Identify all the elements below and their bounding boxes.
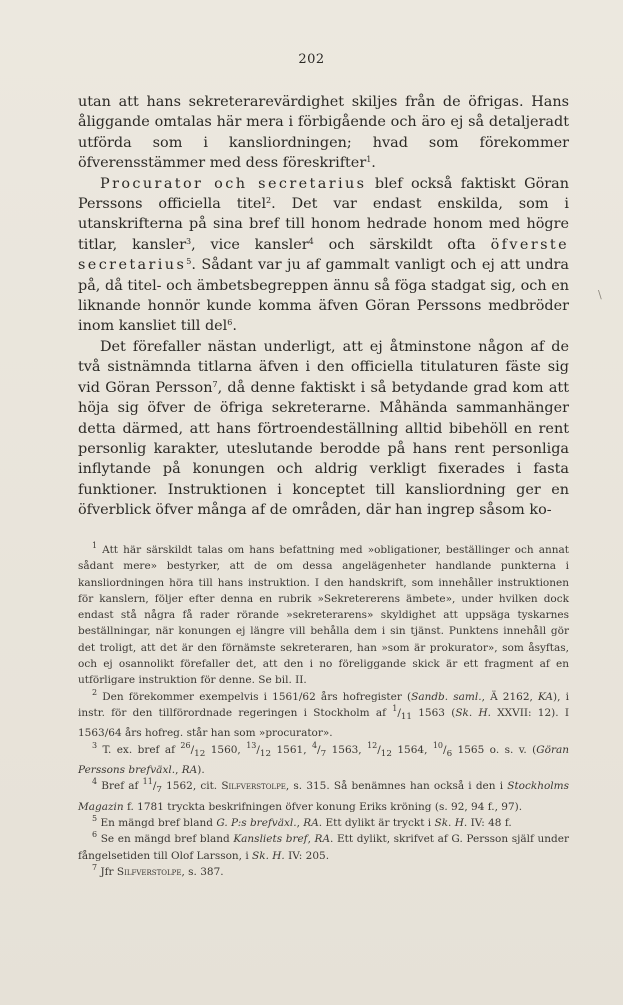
- main-text: [78, 92, 569, 521]
- footnote-ref: 7: [212, 379, 218, 389]
- footnote-ref: 3: [186, 236, 192, 246]
- margin-mark: \: [598, 288, 602, 301]
- paragraph-3: Det förefaller nästan underligt, att ej åtminstone någon af de två sistnämnda titlarna äfven i den officiella titulaturen fäste sig vid Göran Persson$^7$, då denne faktiskt i så betydande grad kom att höja sig öfver de öfriga sekreterarne. Måhända sammanhänger detta därmed, att hans förtroendeställning alltid bibehöll en rent personlig karakter, uteslutande berodde på hans rent personliga inflytande på konungen och aldrig verkligt fixerades i fasta funktioner. Instruktionen i konceptet till kansliordning ger en öfverblick öfver många af de områden, där han ingrep såsom ko-: [78, 338, 569, 519]
- footnote-5: $^5$ En mängd bref bland G. P:s brefväxl., RA. Ett dylikt är tryckt i Sk. H. IV: 48 f.: [92, 814, 512, 830]
- footnote-1: $^1$ Att här särskildt talas om hans befattning med »obligationer, beställinger och annat sådant mere» bestyrker, att de om dessa angelägenheter handlande punkterna i kansliordningen höra till hans instruktion. I den handskrift, som innehåller instruktionen för kanslern, följer efter denna en rubrik »Sekretererens ämbete», under hvilken dock endast stå några få rader rörande »sekreterarens» skyldighet att uppsäga tyskarnes beställningar, när konungen ej längre vill behålla dem i sin tjänst. Punktens innehåll gör det troligt, att det är den förnämste sekreteraren, han »som är prokurator», som åsyftas, och ej osannolikt förefaller det, att den i no föreliggande skick är ett fragment af en utförligare instruktion för denne. Se bil. II.: [78, 541, 569, 687]
- footnote-ref: 2: [266, 196, 272, 206]
- footnote-6: $^6$ Se en mängd bref bland Kansliets bref, RA. Ett dylikt, skrifvet af G. Persson själf under fångelsetiden till Olof Larsson, i Sk. H. IV: 205.: [78, 830, 569, 862]
- footnotes: [78, 542, 569, 880]
- paragraph-1: utan att hans sekreterarevärdighet skiljes från de öfrigas. Hans åliggande omtalas här mera i förbigående och äro ej så detaljeradt utförda som i kansliordningen; hvad som förekommer öfverensstämmer med dess föreskrifter$^1$.: [78, 94, 569, 172]
- footnote-ref: 4: [308, 236, 314, 246]
- footnote-7: $^7$ Jfr Silfverstolpe, s. 387.: [92, 862, 224, 878]
- footnote-2: $^2$ Den förekommer exempelvis i 1561/62 års hofregister (Sandb. saml., Ä 2162, KA), i instr. för den tillförordnade regeringen i Stockholm af $^1/_{11}$ 1563 (Sk. H. XXVII: 12). I 1563/64 års hofreg. står han som »procurator».: [78, 687, 569, 740]
- footnote-ref: 6: [227, 318, 233, 328]
- footnote-4: $^4$ Bref af $^{11}/_7$ 1562, cit. Silfverstolpe, s. 315. Så benämnes han också i den i Stockholms Magazin f. 1781 tryckta beskrifningen öfver konung Eriks kröning (s. 92, 94 f., 97).: [78, 777, 570, 813]
- page-number: 202: [298, 52, 325, 67]
- footnote-3: $^3$ T. ex. bref af $^{26}/_{12}$ 1560, $^{13}/_{12}$ 1561, $^4/_7$ 1563, $^{12}/_{12}$ 1564, $^{10}/_6$ 1565 o. s. v. (Göran Perssons brefväxl., RA).: [78, 740, 569, 777]
- footnote-ref: 1: [366, 155, 372, 165]
- paragraph-2: Procurator och secretarius blef också faktiskt Göran Perssons officiella titel$^2$. Det var endast enskilda, som i utanskrifterna på sina bref till honom hedrade honom med högre titlar, kansler$^3$, vice kansler$^4$ och särskildt ofta öfverste secretarius$^5$. Sådant var ju af gammalt vanligt och ej att undra på, då titel- och ämbetsbegreppen ännu så föga stadgat sig, och en liknande honnör kunde komma äfven Göran Perssons medbröder inom kansliet till del$^6$.: [78, 175, 570, 335]
- footnote-ref: 5: [186, 257, 192, 267]
